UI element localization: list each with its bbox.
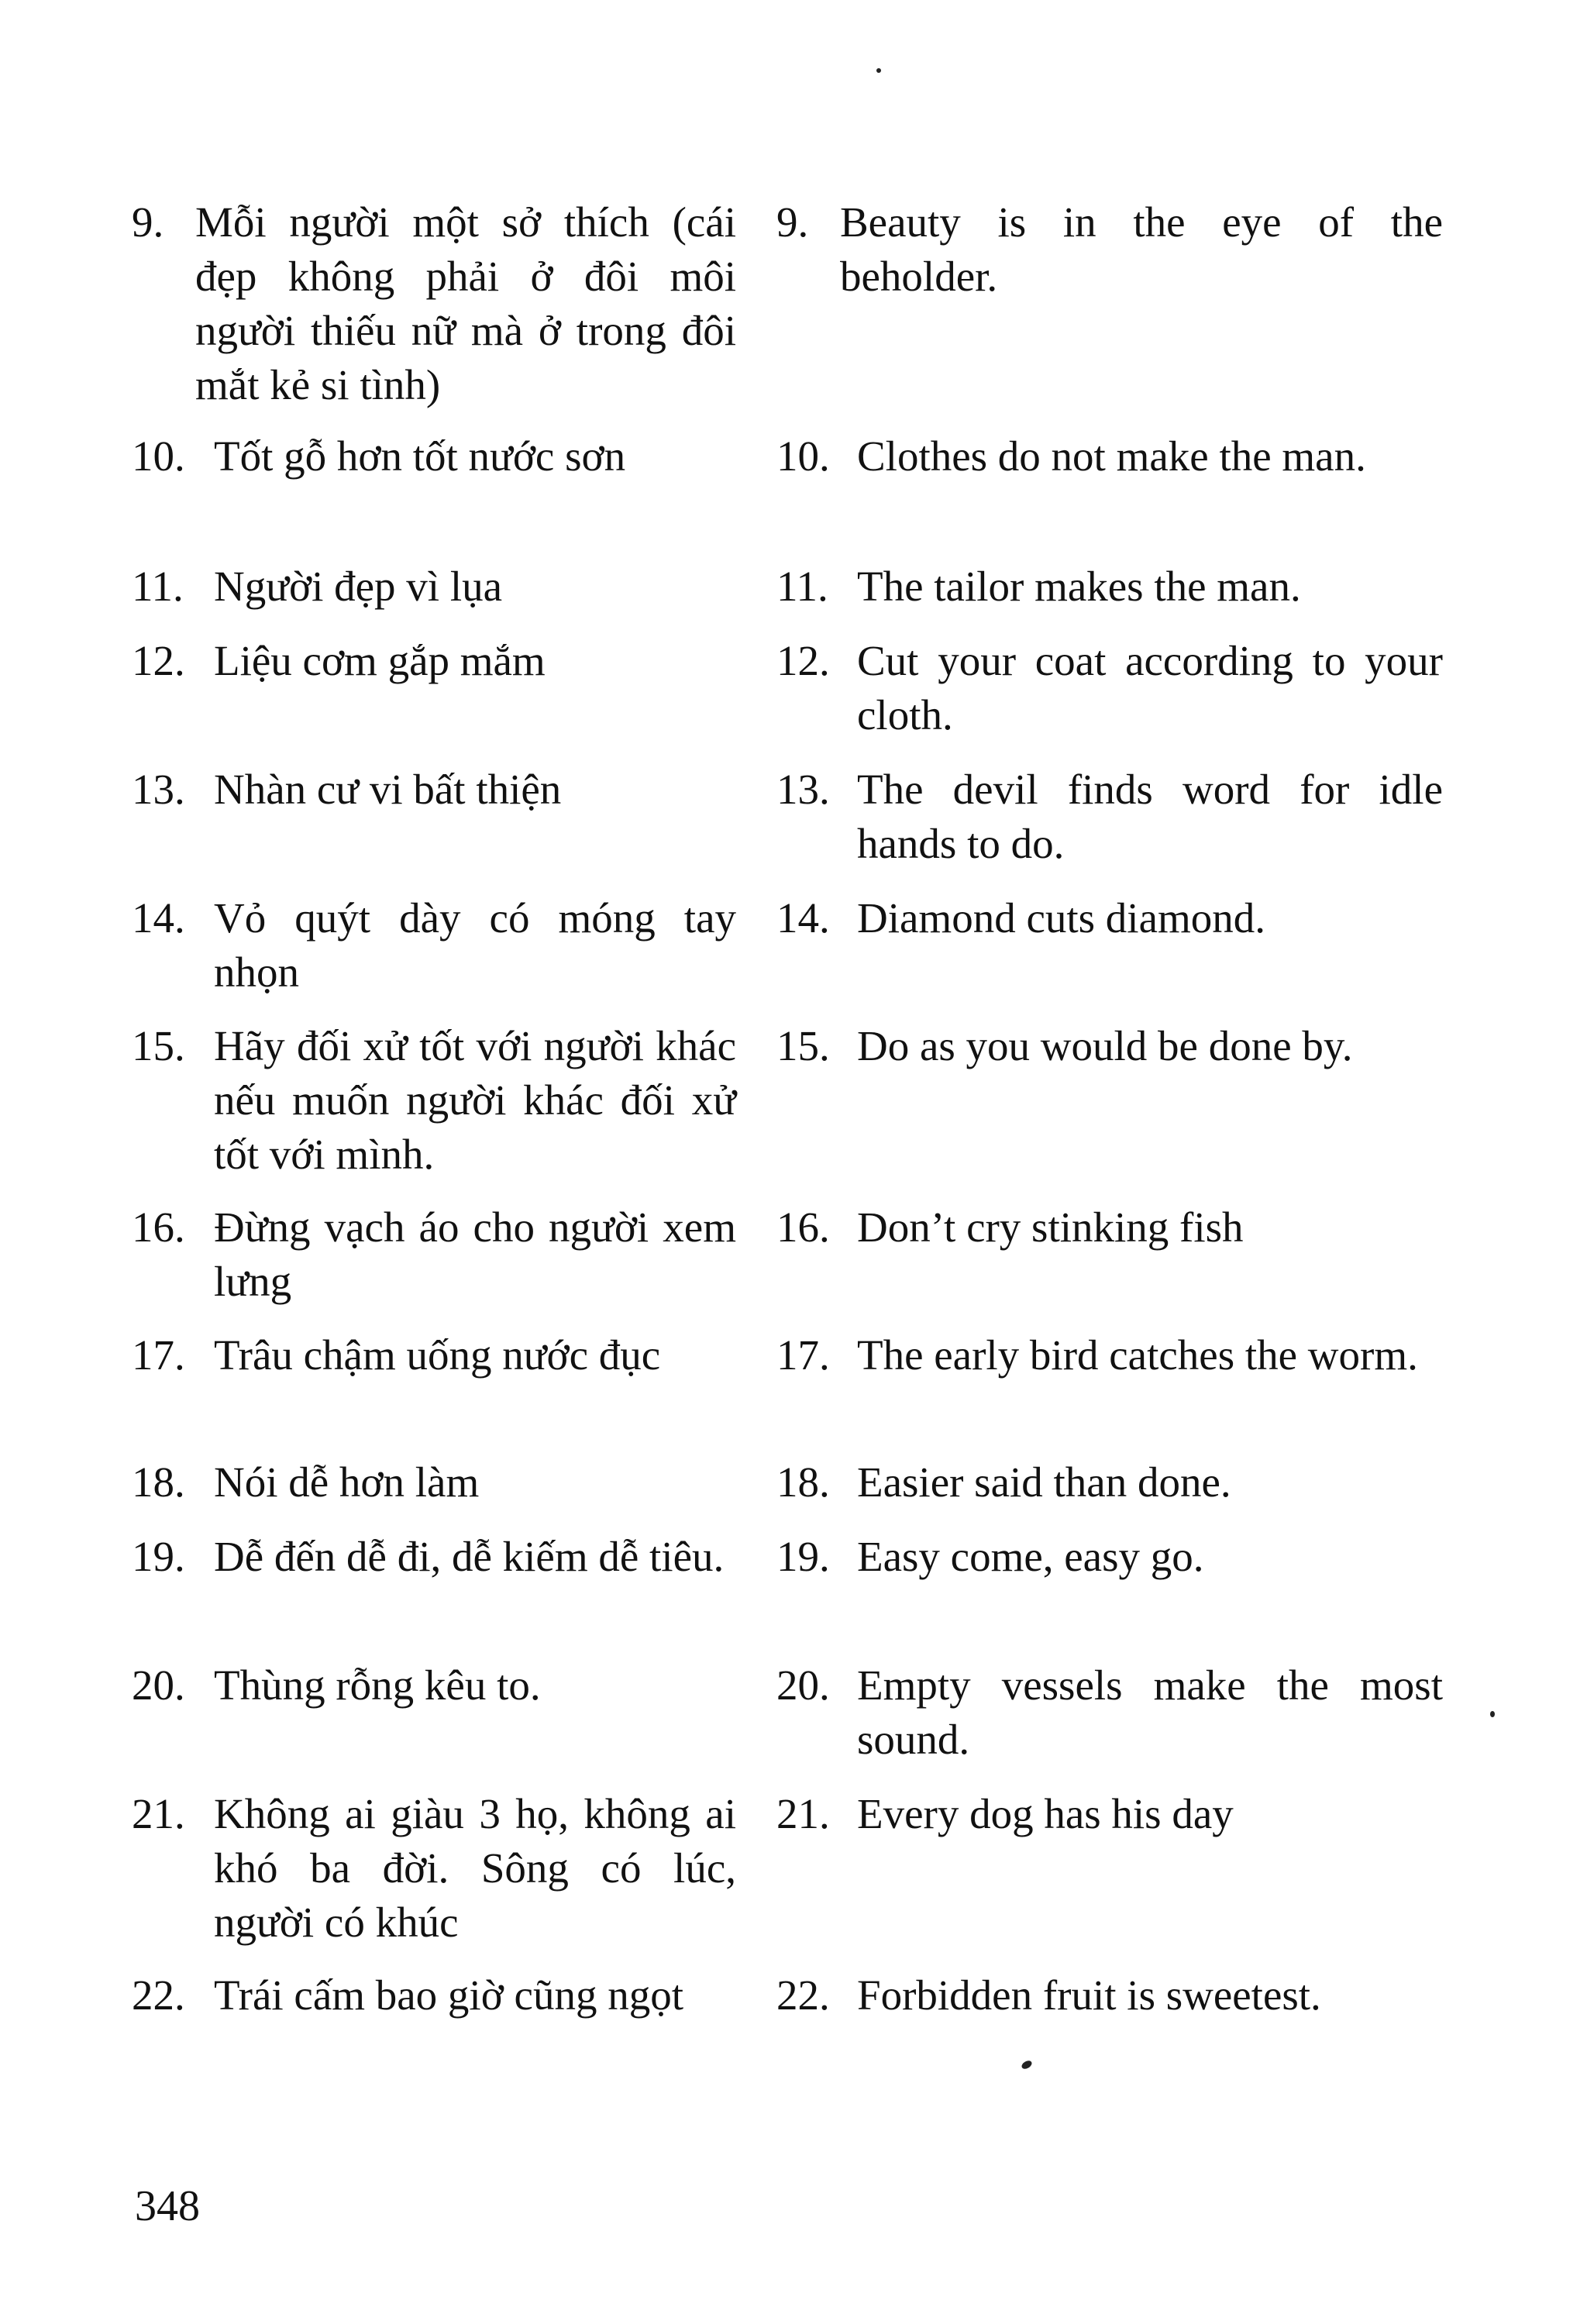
- english-proverb: [776, 891, 1443, 945]
- proverb-text: Forbidden fruit is sweetest.: [857, 1971, 1321, 2019]
- proverb-text: Clothes do not make the man.: [857, 432, 1366, 480]
- english-proverb: [776, 1019, 1443, 1073]
- proverb-text: Đừng vạch áo cho người xem lưng: [214, 1203, 736, 1305]
- vietnamese-proverb: [132, 1328, 736, 1382]
- item-number: 20.: [776, 1661, 830, 1709]
- proverb-text: Cut your coat according to your cloth.: [857, 637, 1443, 739]
- vietnamese-proverb: [132, 634, 736, 688]
- proverb-text: The devil finds word for idle hands to do.: [857, 766, 1443, 867]
- english-proverb: [776, 634, 1443, 742]
- proverb-text: Trâu chậm uống nước đục: [214, 1331, 661, 1379]
- proverb-text: The tailor makes the man.: [857, 563, 1301, 610]
- item-number: 15.: [132, 1022, 185, 1069]
- scan-speck: [876, 68, 881, 73]
- vietnamese-proverb: [132, 1200, 736, 1309]
- item-number: 13.: [132, 766, 185, 813]
- vietnamese-proverb: [132, 1455, 736, 1510]
- vietnamese-proverb: [132, 1019, 736, 1182]
- item-number: 10.: [132, 432, 185, 480]
- item-number: 14.: [132, 894, 185, 942]
- item-number: 16.: [132, 1203, 185, 1251]
- vietnamese-proverb: [132, 1530, 736, 1584]
- vietnamese-proverb: [132, 195, 736, 412]
- item-number: 21.: [132, 1790, 185, 1837]
- english-proverb: [776, 1200, 1443, 1255]
- page-number: 348: [135, 2182, 200, 2230]
- item-number: 19.: [776, 1533, 830, 1580]
- proverb-text: Beauty is in the eye of the beholder.: [840, 198, 1443, 300]
- item-number: 12.: [776, 637, 830, 684]
- item-number: 19.: [132, 1533, 185, 1580]
- proverb-text: Every dog has his day: [857, 1790, 1234, 1837]
- item-number: 17.: [132, 1331, 185, 1379]
- item-number: 20.: [132, 1661, 185, 1709]
- proverb-text: Thùng rỗng kêu to.: [214, 1661, 541, 1709]
- item-number: 9.: [776, 198, 809, 246]
- proverb-text: Người đẹp vì lụa: [214, 563, 503, 610]
- english-proverb: [776, 763, 1443, 871]
- proverb-text: Don’t cry stinking fish: [857, 1203, 1244, 1251]
- vietnamese-proverb: [132, 1787, 736, 1950]
- english-proverb: [776, 559, 1443, 614]
- proverb-text: Nói dễ hơn làm: [214, 1458, 480, 1506]
- proverb-text: Easy come, easy go.: [857, 1533, 1204, 1580]
- item-number: 15.: [776, 1022, 830, 1069]
- proverb-text: Easier said than done.: [857, 1458, 1231, 1506]
- proverb-text: Do as you would be done by.: [857, 1022, 1353, 1069]
- item-number: 21.: [776, 1790, 830, 1837]
- item-number: 18.: [776, 1458, 830, 1506]
- vietnamese-proverb: [132, 559, 736, 614]
- scan-speck: [1490, 1711, 1495, 1717]
- item-number: 9.: [132, 198, 164, 246]
- vietnamese-proverb: [132, 1658, 736, 1713]
- item-number: 17.: [776, 1331, 830, 1379]
- english-proverb: [776, 429, 1443, 484]
- english-proverb: [776, 1530, 1443, 1584]
- english-proverb: [776, 1787, 1443, 1841]
- proverb-text: Nhàn cư vi bất thiện: [214, 766, 562, 813]
- proverb-text: Liệu cơm gắp mắm: [214, 637, 546, 684]
- item-number: 22.: [776, 1971, 830, 2019]
- vietnamese-proverb: [132, 891, 736, 1000]
- english-proverb: [776, 1328, 1443, 1382]
- english-proverb: [776, 1455, 1443, 1510]
- item-number: 16.: [776, 1203, 830, 1251]
- proverb-text: Trái cấm bao giờ cũng ngọt: [214, 1971, 683, 2019]
- item-number: 13.: [776, 766, 830, 813]
- english-proverb: [776, 1658, 1443, 1767]
- proverb-text: Không ai giàu 3 họ, không ai khó ba đời. Sông có lúc, người có khúc: [214, 1790, 736, 1946]
- proverb-text: Empty vessels make the most sound.: [857, 1661, 1443, 1763]
- scan-speck: [1021, 2059, 1034, 2071]
- vietnamese-proverb: [132, 763, 736, 817]
- item-number: 10.: [776, 432, 830, 480]
- item-number: 11.: [776, 563, 828, 610]
- proverb-text: Hãy đối xử tốt với người khác nếu muốn người khác đối xử tốt với mình.: [214, 1022, 736, 1178]
- proverb-text: Dễ đến dễ đi, dễ kiếm dễ tiêu.: [214, 1533, 725, 1580]
- proverb-text: Vỏ quýt dày có móng tay nhọn: [214, 894, 736, 996]
- item-number: 12.: [132, 637, 185, 684]
- item-number: 22.: [132, 1971, 185, 2019]
- item-number: 14.: [776, 894, 830, 942]
- item-number: 18.: [132, 1458, 185, 1506]
- item-number: 11.: [132, 563, 184, 610]
- english-proverb: [776, 1968, 1443, 2023]
- english-proverb: [776, 195, 1443, 304]
- vietnamese-proverb: [132, 1968, 736, 2023]
- proverb-text: Tốt gỗ hơn tốt nước sơn: [214, 432, 626, 480]
- proverb-text: Mỗi người một sở thích (cái đẹp không phải ở đôi môi người thiếu nữ mà ở trong đôi mắt kẻ si tình): [195, 198, 736, 408]
- vietnamese-proverb: [132, 429, 736, 484]
- proverb-text: The early bird catches the worm.: [857, 1331, 1418, 1379]
- proverb-text: Diamond cuts diamond.: [857, 894, 1266, 942]
